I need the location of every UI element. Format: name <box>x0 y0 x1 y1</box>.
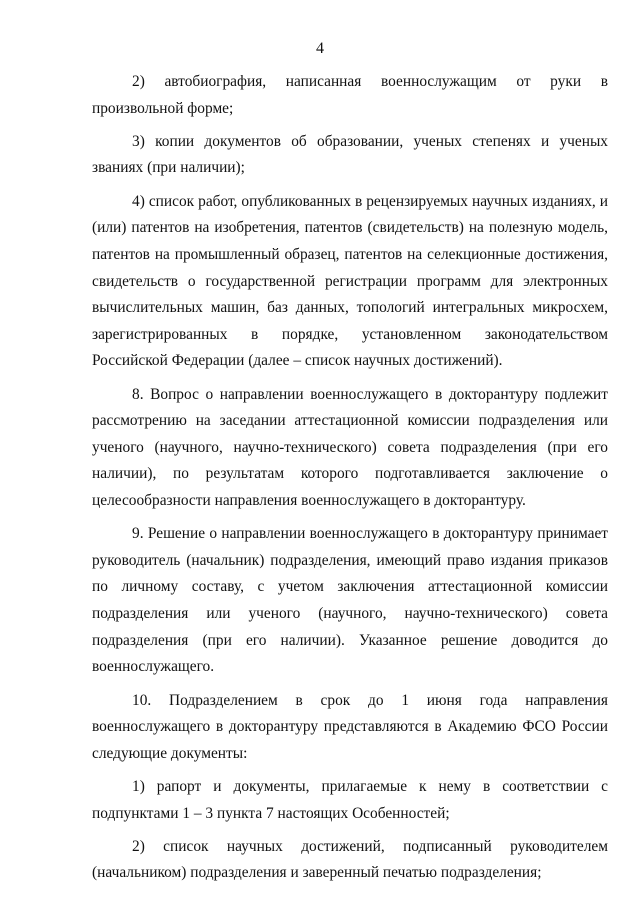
paragraph-item-10: 10. Подразделением в срок до 1 июня года направления военнослужащего в докторантуру представляются в Академию ФСО России следующие документы: <box>92 691 608 762</box>
page-number: 4 <box>316 40 324 57</box>
paragraph-works-list: 4) список работ, опубликованных в рецензируемых научных изданиях, и (или) патентов на изобретения, патентов (свидетельств) на полезную модель, патентов на промышленный образец, патентов на селекционные достижения, свидетельств о государственной регистрации программ для электронных вычислительных машин, баз данных, топологий интегральных микросхем, зарегистрированных в порядке, установленном законодательством Российской Федерации (далее – список научных достижений). <box>92 192 608 370</box>
paragraph-autobiography: 2) автобиография, написанная военнослужащим от руки в произвольной форме; <box>92 73 608 117</box>
document-body <box>92 69 608 887</box>
paragraph-item-8: 8. Вопрос о направлении военнослужащего в докторантуру подлежит рассмотрению на заседании аттестационной комиссии подразделения или ученого (научного, научно-технического) совета подразделения (при его наличии), по результатам которого подготавливается заключение о целесообразности направления военнослужащего в докторантуру. <box>92 385 608 509</box>
paragraph-achievements-list: 2) список научных достижений, подписанный руководителем (начальником) подразделения и заверенный печатью подразделения; <box>92 837 608 882</box>
paragraph-item-9: 9. Решение о направлении военнослужащего в докторантуру принимает руководитель (начальник) подразделения, имеющий право издания приказов по личному составу, с учетом заключения аттестационной комиссии подразделения или ученого (научного, научно-технического) совета подразделения (при его наличии). Указанное решение доводится до военнослужащего. <box>92 525 608 676</box>
paragraph-education-copies: 3) копии документов об образовании, ученых степенях и ученых званиях (при наличии); <box>92 132 608 177</box>
paragraph-report-documents: 1) рапорт и документы, прилагаемые к нему в соответствии с подпунктами 1 – 3 пункта 7 настоящих Особенностей; <box>92 777 608 822</box>
